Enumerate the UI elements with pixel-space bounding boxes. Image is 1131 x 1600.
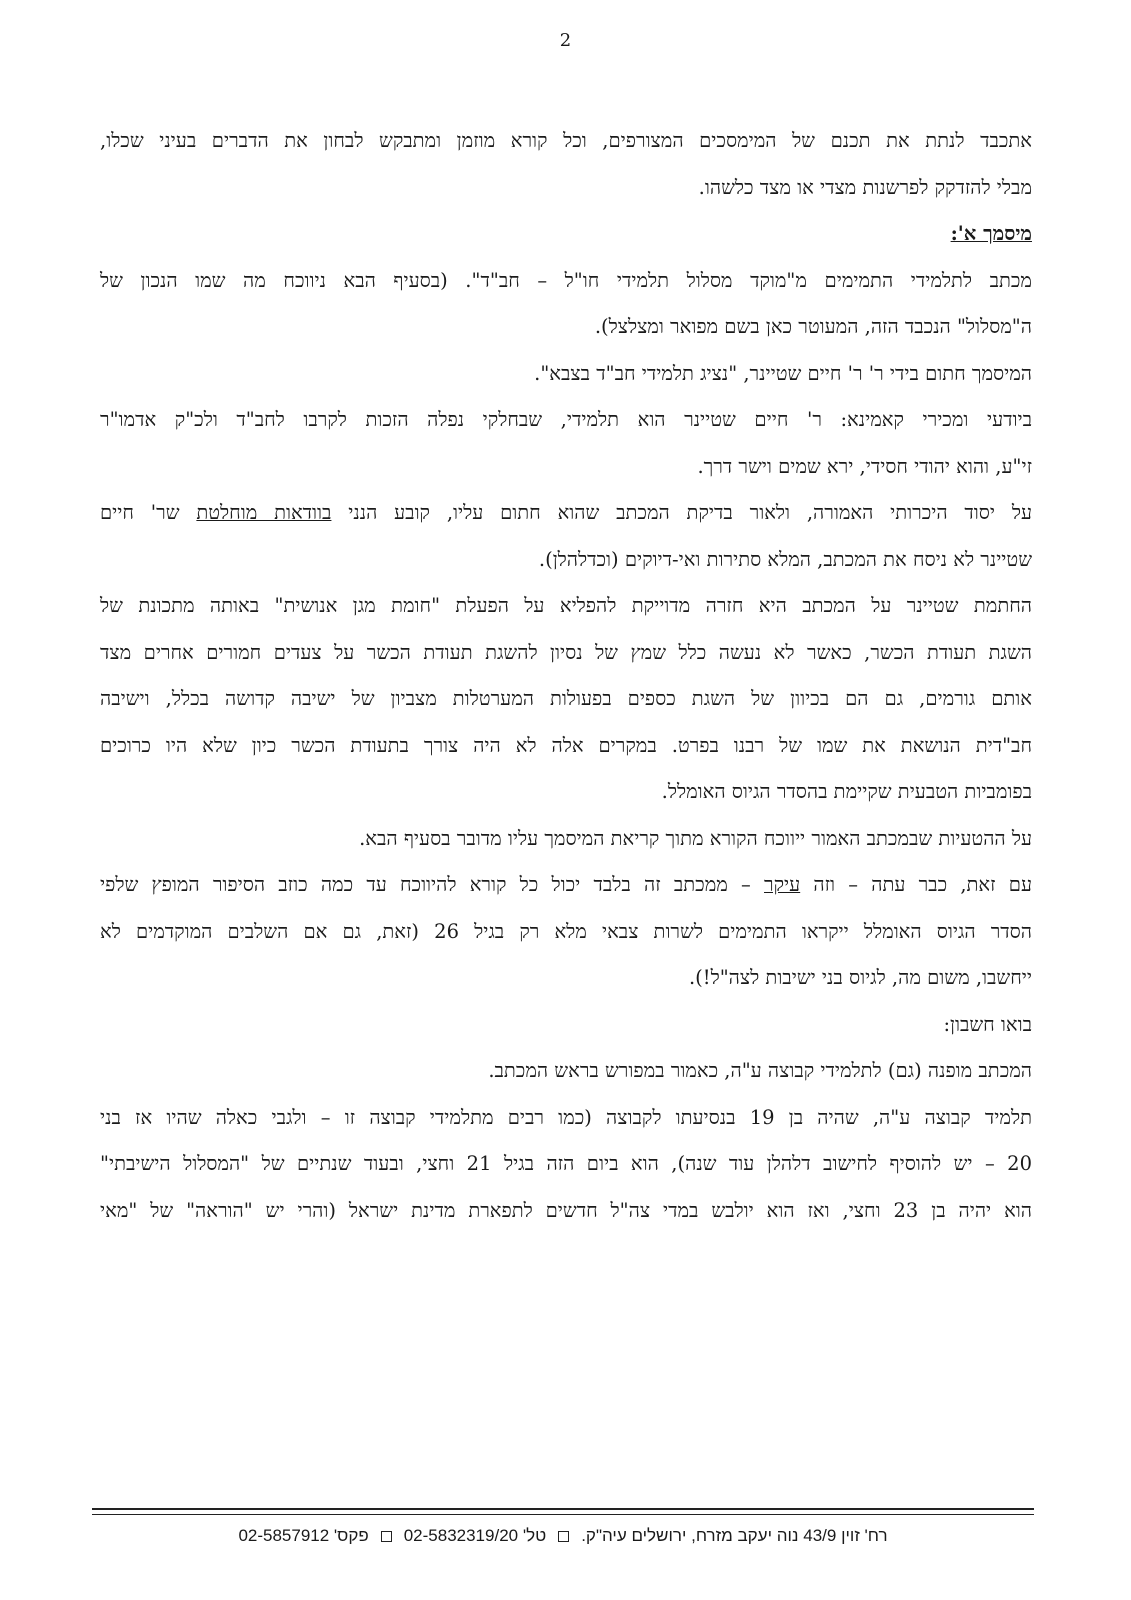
footer-divider-thin	[92, 1514, 1034, 1515]
square-bullet-icon	[381, 1531, 392, 1542]
paragraph-line: בואו חשבון:	[943, 1012, 1032, 1036]
paragraph-line: ייחשבו, משום מה, לגיוס בני ישיבות לצה"ל!).	[688, 966, 1032, 989]
paragraph-line: המכתב מופנה (גם) לתלמידי קבוצה ע"ה, כאמור במפורש בראש המכתב.	[488, 1059, 1032, 1082]
paragraph-line: החתמת שטיינר על המכתב היא חזרה מדוייקת להפליא על הפעלת "חומת מגן אנושית" באותה מתכונת של	[100, 594, 1032, 617]
document-body	[100, 118, 1032, 1234]
paragraph-line: המיסמך חתום בידי ר' ר' חיים שטיינר, "נציג תלמידי חב"ד בצבא".	[534, 361, 1032, 385]
paragraph-line: השגת תעודת הכשר, כאשר לא נעשה כלל שמץ של נסיון להשגת תעודת הכשר על צעדים חמורים אחרים מצד	[100, 640, 1032, 664]
line-segment: על יסוד היכרותי האמורה, ולאור בדיקת המכתב שהוא חתום עליו, קובע הנני	[331, 501, 1032, 524]
paragraph-line: חב"דית הנושאת את שמו של רבנו בפרט. במקרים אלה לא היה צורך בתעודת הכשר כיון שלא היו כרוכים	[100, 733, 1032, 757]
underlined-emphasis: בוודאות מוחלטת	[196, 501, 332, 524]
paragraph-line: מבלי להזדקק לפרשנות מצדי או מצד כלשהו.	[698, 175, 1032, 199]
paragraph-line	[100, 862, 1032, 909]
footer-fax: פקס' 02-5857912	[238, 1526, 369, 1545]
paragraph-line: זי"ע, והוא יהודי חסידי, ירא שמים וישר דרך.	[697, 454, 1032, 478]
footer-phone: טל' 02-5832319/20	[403, 1526, 547, 1545]
section-heading: מיסמך א':	[950, 222, 1032, 245]
footer-divider	[92, 1508, 1034, 1510]
line-segment: עם זאת, כבר עתה – וזה	[800, 873, 1032, 896]
paragraph-line: אתכבד לנתת את תכנם של המימסכים המצורפים, וכל קורא מוזמן ומתבקש לבחון את הדברים בעיני שכלו,	[100, 129, 1032, 152]
paragraph-line: 20 – יש להוסיף לחישוב דלהלן עוד שנה), הוא ביום הזה בגיל 21 וחצי, ובעוד שנתיים של "המסלול הישיבתי"	[100, 1152, 1032, 1175]
paragraph-line	[100, 490, 1032, 537]
paragraph-line: שטיינר לא ניסח את המכתב, המלא סתירות ואי-דיוקים (וכדלהלן).	[538, 547, 1032, 571]
paragraph-line: מכתב לתלמידי התמימים מ"מוקד מסלול תלמידי חו"ל – חב"ד". (בסעיף הבא ניווכח מה שמו הנכון של	[100, 268, 1032, 292]
letterhead-footer	[92, 1526, 1034, 1546]
paragraph-line: תלמיד קבוצה ע"ה, שהיה בן 19 בנסיעתו לקבוצה (כמו רבים מתלמידי קבוצה זו – ולגבי כאלה שהיו אז בני	[100, 1105, 1032, 1129]
square-bullet-icon	[558, 1531, 569, 1542]
line-segment: שר' חיים	[100, 501, 197, 524]
paragraph-line: בפומביות הטבעית שקיימת בהסדר הגיוס האומלל.	[661, 780, 1032, 803]
paragraph-line: ביודעי ומכירי קאמינא: ר' חיים שטיינר הוא תלמידי, שבחלקי נפלה הזכות לקרבו לחב"ד ולכ"ק אדמו"ר	[100, 408, 1032, 431]
paragraph-line: על ההטעיות שבמכתב האמור ייווכח הקורא מתוך קריאת המיסמך עליו מדובר בסעיף הבא.	[359, 826, 1032, 850]
paragraph-line: ה"מסלול" הנכבד הזה, המעוטר כאן בשם מפואר ומצלצל).	[594, 315, 1032, 338]
paragraph-line: הוא יהיה בן 23 וחצי, ואז הוא יולבש במדי צה"ל חדשים לתפארת מדינת ישראל (והרי יש "הוראה" של "מאי	[100, 1198, 1032, 1222]
line-segment: – ממכתב זה בלבד יכול כל קורא להיווכח עד כמה כוזב הסיפור המופץ שלפי	[100, 873, 765, 896]
paragraph-line: אותם גורמים, גם הם בכיוון של השגת כספים בפעולות המערטלות מצביון של ישיבה קדושה בכלל, וישיבה	[100, 687, 1032, 710]
underlined-emphasis: עיקר	[764, 873, 801, 896]
paragraph-line: הסדר הגיוס האומלל ייקראו התמימים לשרות צבאי מלא רק בגיל 26 (זאת, גם אם השלבים המוקדמים לא	[100, 919, 1032, 943]
footer-address: רח' זוין 43/9 נוה יעקב מזרח, ירושלים עיה"ק.	[581, 1526, 888, 1545]
page-number: 2	[559, 30, 572, 51]
